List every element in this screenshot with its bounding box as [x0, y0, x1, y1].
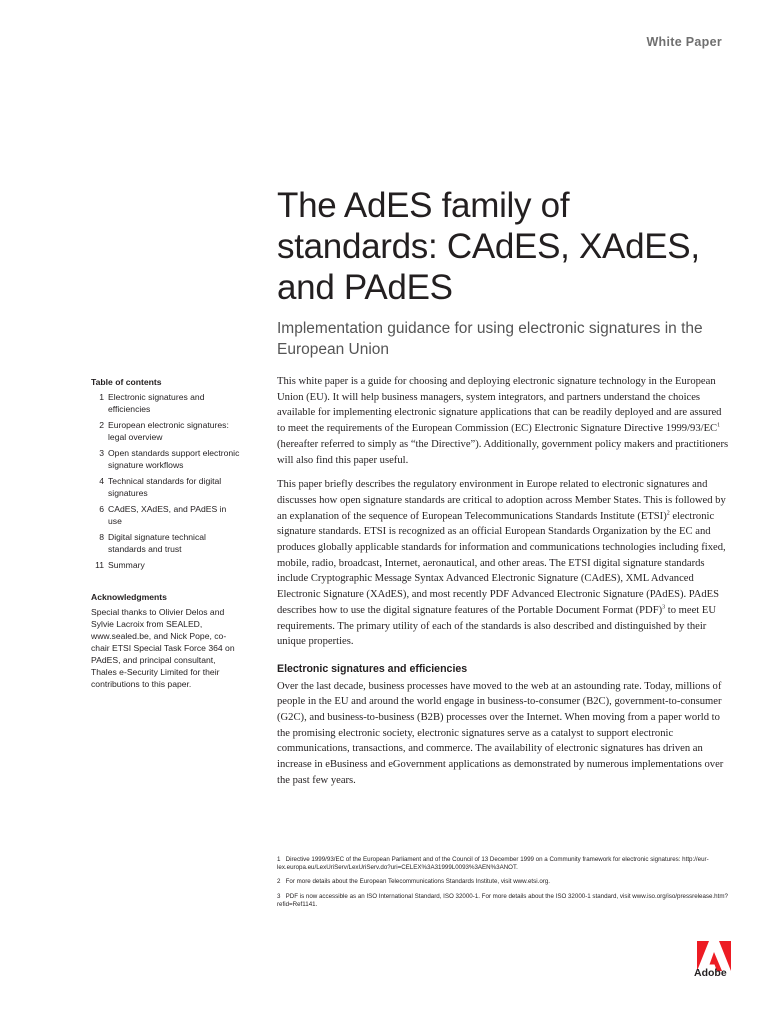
toc-page-number: 2	[99, 420, 104, 430]
toc-page-number: 3	[99, 448, 104, 458]
paragraph: Over the last decade, business processes have moved to the web at an astounding rate. Today, millions of people in the EU and around the world engage in business-to-consumer (B2C), government-to-consumer (G2C), and business-to-business (B2B) processes over the Internet. When moving from a paper world to the promising electronic society, electronic signatures serve as a catalyst to support electronic communications, transactions, and commerce. The availability of electronic signatures has driven an increase in eBusiness and eGovernment applications as demonstrated by numerous implementations over the past few years.	[277, 680, 724, 786]
toc-item-label: Technical standards for digital signatures	[108, 476, 222, 498]
toc-item-label: Electronic signatures and efficiencies	[108, 392, 205, 414]
document-type-label: White Paper	[646, 35, 722, 49]
footnote	[277, 878, 732, 886]
sidebar	[91, 376, 241, 690]
footnote	[277, 856, 732, 872]
footnote-text: Directive 1999/93/EC of the European Parliament and of the Council of 13 December 1999 on a Community framework for electronic signatures: http://eur-lex.europa.eu/LexUriServ/LexUriServ.do?uri=CELEX%3A31999L0093%3AEN%3ANOT.	[277, 856, 709, 872]
acknowledgments-heading: Acknowledgments	[91, 592, 167, 602]
toc-item[interactable]	[91, 503, 241, 527]
footnote	[277, 893, 732, 909]
footnote-ref[interactable]: 2	[666, 510, 670, 517]
toc-page-number: 1	[99, 392, 104, 402]
table-of-contents	[91, 391, 241, 571]
footnote-text: PDF is now accessible as an ISO International Standard, ISO 32000-1. For more details about the ISO 32000-1 standard, visit www.iso.org/iso/pressrelease.htm?refid=Ref1141.	[277, 892, 728, 908]
toc-item-label: European electronic signatures: legal overview	[108, 420, 229, 442]
toc-page-number: 4	[99, 476, 104, 486]
toc-item[interactable]	[91, 447, 241, 471]
footnote-number: 2	[277, 878, 281, 886]
toc-item-label: CAdES, XAdES, and PAdES in use	[108, 504, 227, 526]
toc-item[interactable]	[91, 475, 241, 499]
toc-item-label: Open standards support electronic signature workflows	[108, 448, 240, 470]
footnote-ref[interactable]: 1	[717, 422, 721, 429]
toc-item[interactable]	[91, 391, 241, 415]
footnote-text: For more details about the European Telecommunications Standards Institute, visit www.etsi.org.	[285, 878, 550, 886]
toc-item[interactable]	[91, 419, 241, 443]
acknowledgments-text: Special thanks to Olivier Delos and Sylvie Lacroix from SEALED, www.sealed.be, and Nick Pope, co-chair ETSI Special Task Force 364 on PAdES, and principal consultant, Thales e-Security Limited for their contributions to this paper.	[91, 607, 235, 689]
paragraph: This paper briefly describes the regulatory environment in Europe related to electronic signatures and discusses how open signature standards are critical to adoption across Member States. This is followed by an explanation of the sequence of European Telecommunications Standards Institute (ETSI)$^2$ electronic signature standards. ETSI is recognized as an official European Standards Organization by the EC and produces globally applicable standards for information and communications technologies including fixed, mobile, radio, broadcast, Internet, aeronautical, and other areas. The ETSI digital signature standards include Cryptographic Message Syntax Advanced Electronic Signature (CAdES), XML Advanced Electronic Signature (XAdES), and most recently PDF Advanced Electronic Signature (PAdES). PAdES describes how to use the digital signature features of the Portable Document Format (PDF)$^3$ to meet EU requirements. The primary utility of each of the standards is also described and distinguished by their unique properties.	[277, 479, 726, 648]
footnotes	[277, 856, 732, 915]
toc-item-label: Summary	[108, 560, 145, 570]
body-text	[277, 374, 732, 798]
toc-heading: Table of contents	[91, 377, 162, 387]
toc-page-number: 6	[99, 504, 104, 514]
footnote-number: 3	[277, 892, 281, 900]
footnote-ref[interactable]: 3	[662, 604, 666, 611]
toc-page-number: 8	[99, 532, 104, 542]
toc-item[interactable]	[91, 531, 241, 555]
toc-item[interactable]	[91, 559, 241, 571]
paragraph: This white paper is a guide for choosing and deploying electronic signature technology in the European Union (EU). It will help business managers, system integrators, and partners understand the choices available for implementing electronic signature applications that can be readily deployed and are assured to meet the requirements of the European Commission (EC) Electronic Signature Directive $1999/93/EC^1$ (hereafter referred to simply as “the Directive”). Additionally, government policy makers and practitioners will also find this paper useful.	[277, 376, 729, 466]
toc-item-label: Digital signature technical standards and trust	[108, 532, 206, 554]
footnote-number: 1	[277, 856, 281, 863]
document-subtitle: Implementation guidance for using electronic signatures in the European Union	[277, 320, 703, 358]
toc-page-number: 11	[95, 560, 104, 570]
section-heading: Electronic signatures and efficiencies	[277, 662, 468, 675]
adobe-wordmark: Adobe	[694, 967, 727, 979]
document-title: The AdES family of standards: CAdES, XAdES, and PAdES	[277, 186, 700, 307]
